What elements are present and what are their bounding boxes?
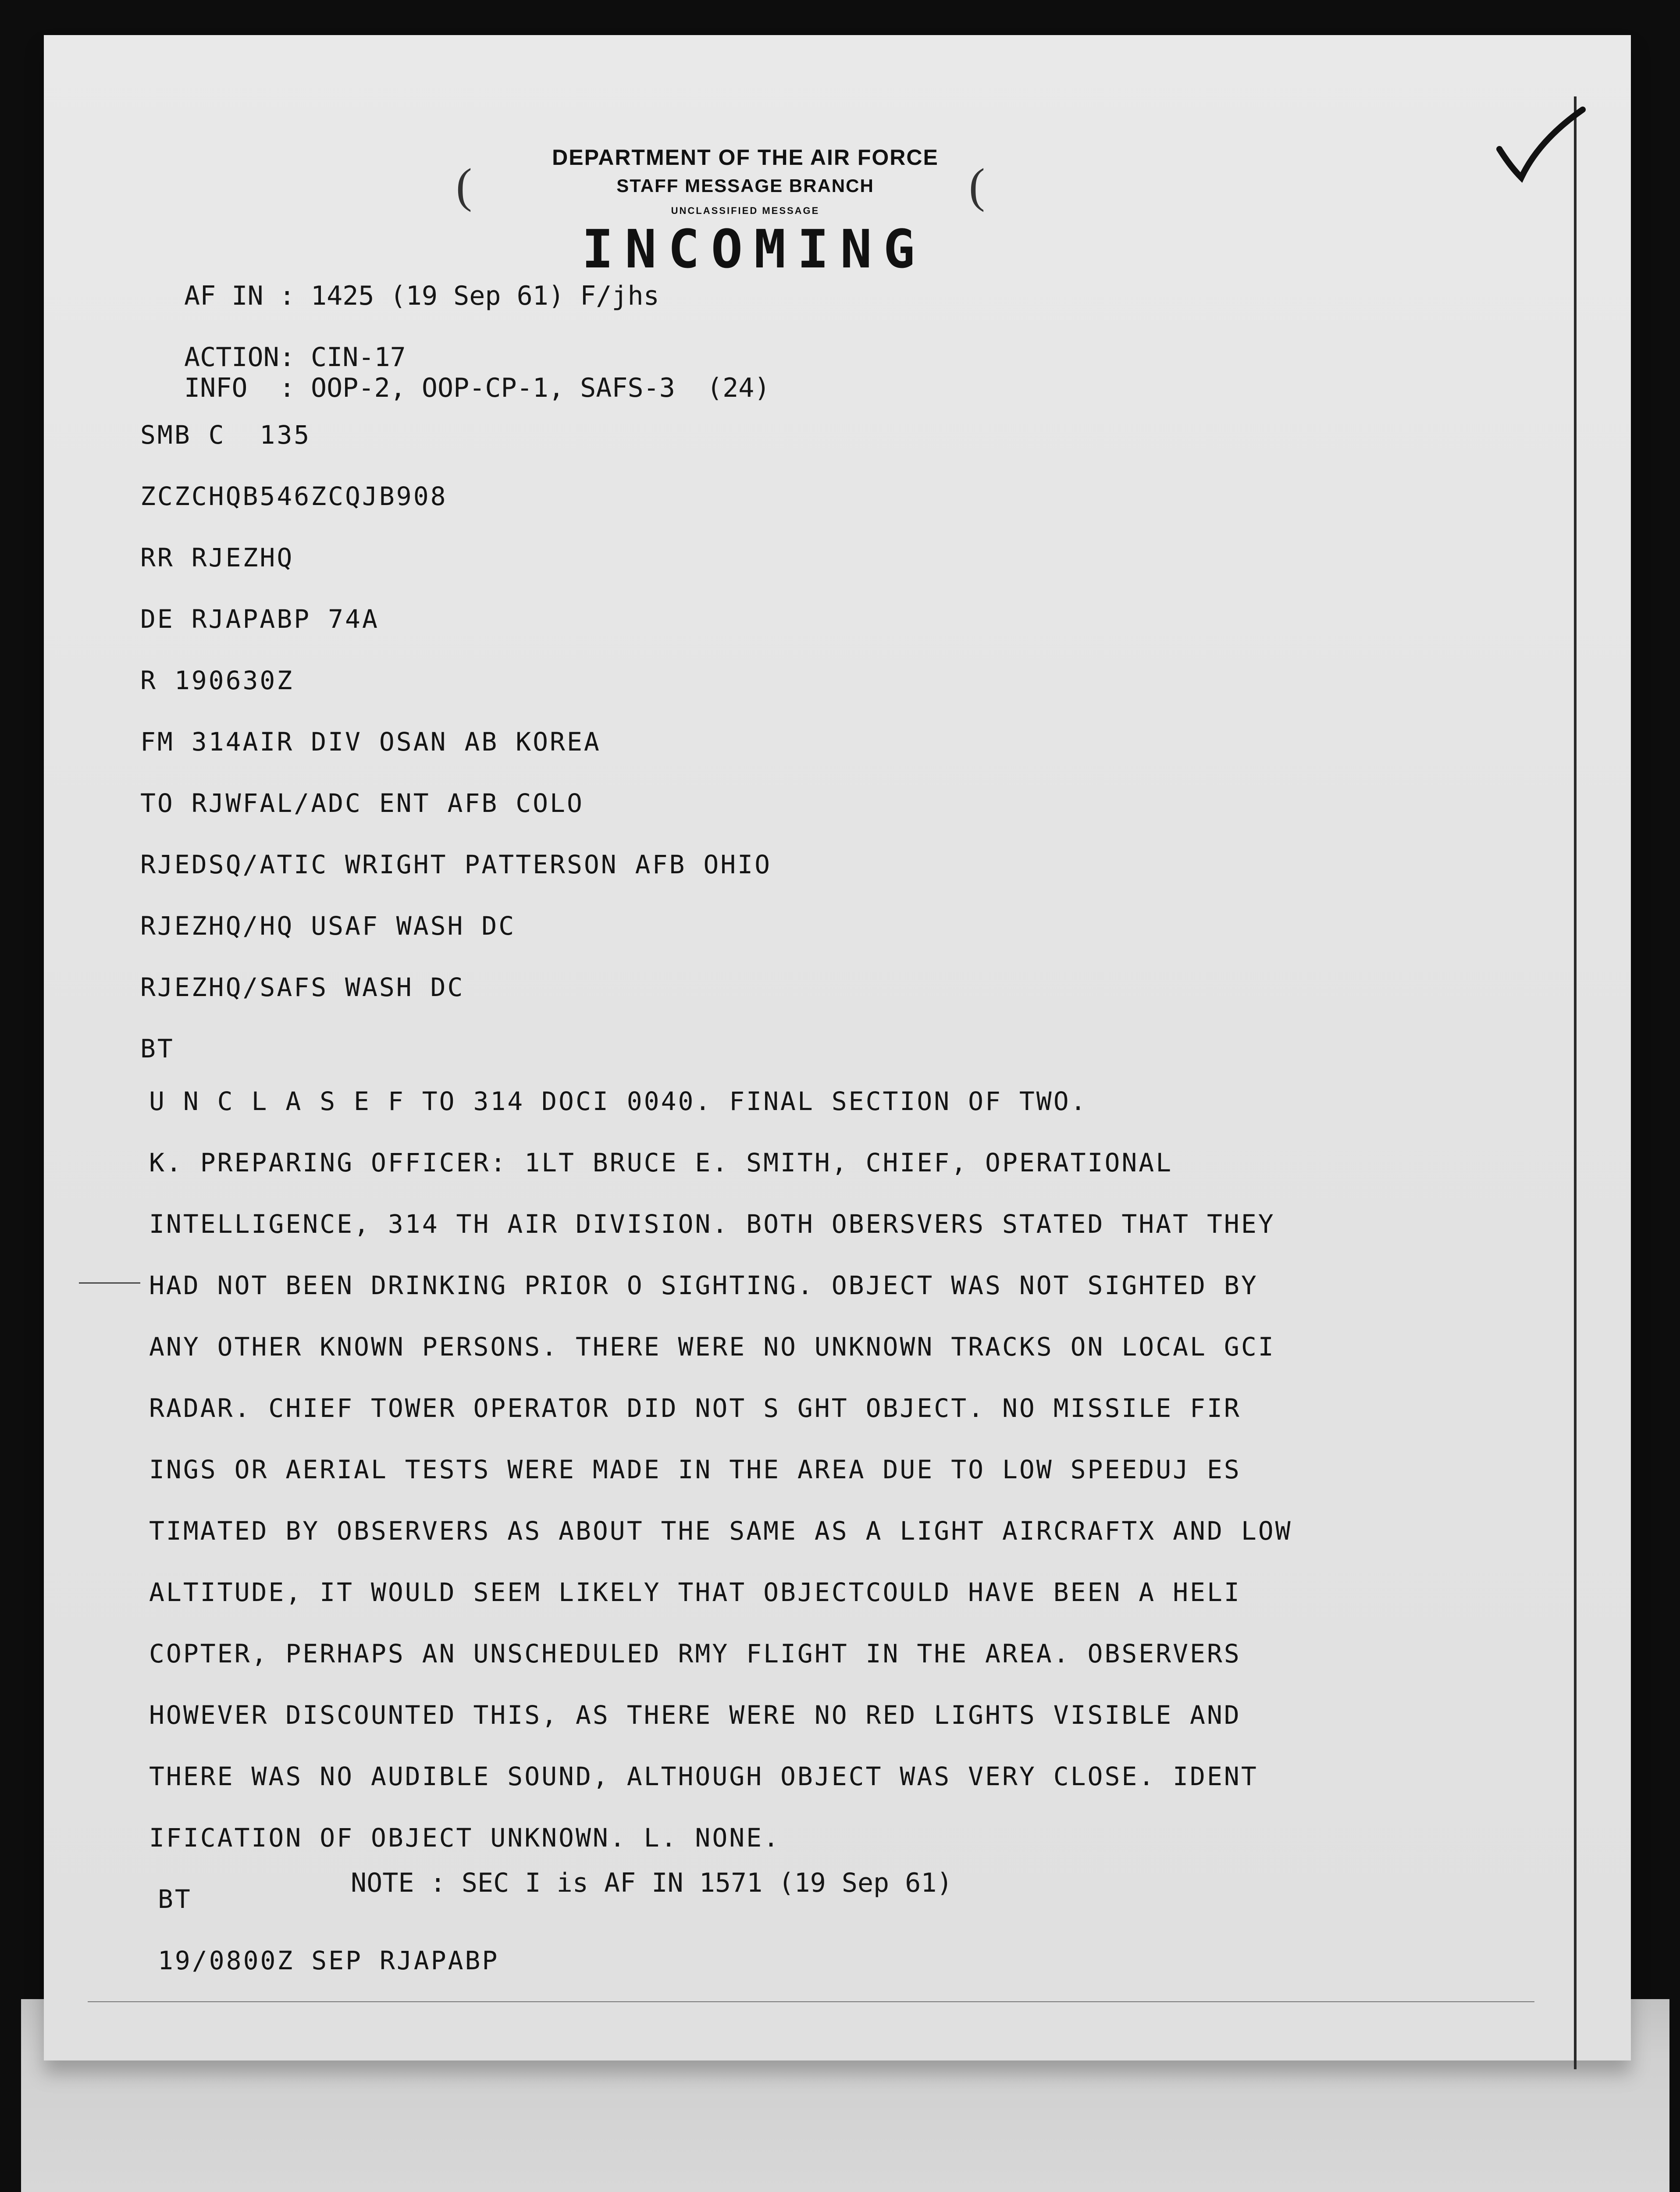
- message-page: [44, 35, 1631, 2060]
- teletype-line: ANY OTHER KNOWN PERSONS. THERE WERE NO UNKNOWN TRACKS ON LOCAL GCI: [149, 1332, 1275, 1362]
- info-line: INFO : OOP-2, OOP-CP-1, SAFS-3 (24): [184, 373, 770, 403]
- teletype-line: ZCZCHQB546ZCQJB908: [140, 481, 448, 511]
- teletype-line: RADAR. CHIEF TOWER OPERATOR DID NOT S GHT OBJECT. NO MISSILE FIR: [149, 1393, 1241, 1423]
- teletype-line: TO RJWFAL/ADC ENT AFB COLO: [140, 788, 584, 818]
- checkmark-icon: [1491, 101, 1587, 189]
- teletype-line: R 190630Z: [140, 665, 294, 695]
- teletype-line: DE RJAPABP 74A: [140, 604, 379, 634]
- margin-tick: [79, 1282, 140, 1284]
- teletype-line: BT: [140, 1034, 174, 1064]
- bracket-mark-left: (: [456, 159, 472, 212]
- teletype-line: IFICATION OF OBJECT UNKNOWN. L. NONE.: [149, 1823, 781, 1853]
- action-line: ACTION: CIN-17: [184, 342, 406, 373]
- backing-sheet: [21, 2052, 1669, 2192]
- teletype-line: RJEZHQ/HQ USAF WASH DC: [140, 911, 516, 941]
- teletype-line: ALTITUDE, IT WOULD SEEM LIKELY THAT OBJECTCOULD HAVE BEEN A HELI: [149, 1577, 1241, 1607]
- incoming-stamp: INCOMING: [582, 219, 926, 280]
- af-in-line: AF IN : 1425 (19 Sep 61) F/jhs: [184, 281, 659, 311]
- teletype-line: BT: [158, 1884, 192, 1914]
- teletype-line: INTELLIGENCE, 314 TH AIR DIVISION. BOTH OBERSVERS STATED THAT THEY: [149, 1209, 1275, 1239]
- teletype-line: SMB C 135: [140, 420, 311, 450]
- bottom-rule: [88, 2001, 1534, 2002]
- bracket-mark-right: (: [969, 159, 985, 212]
- margin-rule: [1574, 96, 1577, 2069]
- teletype-line: RJEZHQ/SAFS WASH DC: [140, 972, 465, 1002]
- department-heading: DEPARTMENT OF THE AIR FORCE: [552, 145, 939, 170]
- teletype-line: 19/0800Z SEP RJAPABP: [158, 1946, 499, 1975]
- teletype-line: THERE WAS NO AUDIBLE SOUND, ALTHOUGH OBJECT WAS VERY CLOSE. IDENT: [149, 1761, 1258, 1791]
- section-note: NOTE : SEC I is AF IN 1571 (19 Sep 61): [351, 1868, 953, 1898]
- teletype-line: FM 314AIR DIV OSAN AB KOREA: [140, 727, 601, 757]
- classification-heading: UNCLASSIFIED MESSAGE: [671, 205, 820, 216]
- teletype-line: U N C L A S E F TO 314 DOCI 0040. FINAL SECTION OF TWO.: [149, 1086, 1088, 1116]
- teletype-line: INGS OR AERIAL TESTS WERE MADE IN THE AREA DUE TO LOW SPEEDUJ ES: [149, 1455, 1241, 1484]
- teletype-line: HAD NOT BEEN DRINKING PRIOR O SIGHTING. OBJECT WAS NOT SIGHTED BY: [149, 1270, 1258, 1300]
- teletype-line: K. PREPARING OFFICER: 1LT BRUCE E. SMITH, CHIEF, OPERATIONAL: [149, 1148, 1173, 1178]
- staff-branch-heading: STAFF MESSAGE BRANCH: [616, 175, 874, 196]
- teletype-line: COPTER, PERHAPS AN UNSCHEDULED RMY FLIGHT IN THE AREA. OBSERVERS: [149, 1639, 1241, 1669]
- teletype-line: TIMATED BY OBSERVERS AS ABOUT THE SAME AS A LIGHT AIRCRAFTX AND LOW: [149, 1516, 1292, 1546]
- teletype-line: HOWEVER DISCOUNTED THIS, AS THERE WERE NO RED LIGHTS VISIBLE AND: [149, 1700, 1241, 1730]
- teletype-line: RJEDSQ/ATIC WRIGHT PATTERSON AFB OHIO: [140, 850, 772, 879]
- teletype-line: RR RJEZHQ: [140, 543, 294, 573]
